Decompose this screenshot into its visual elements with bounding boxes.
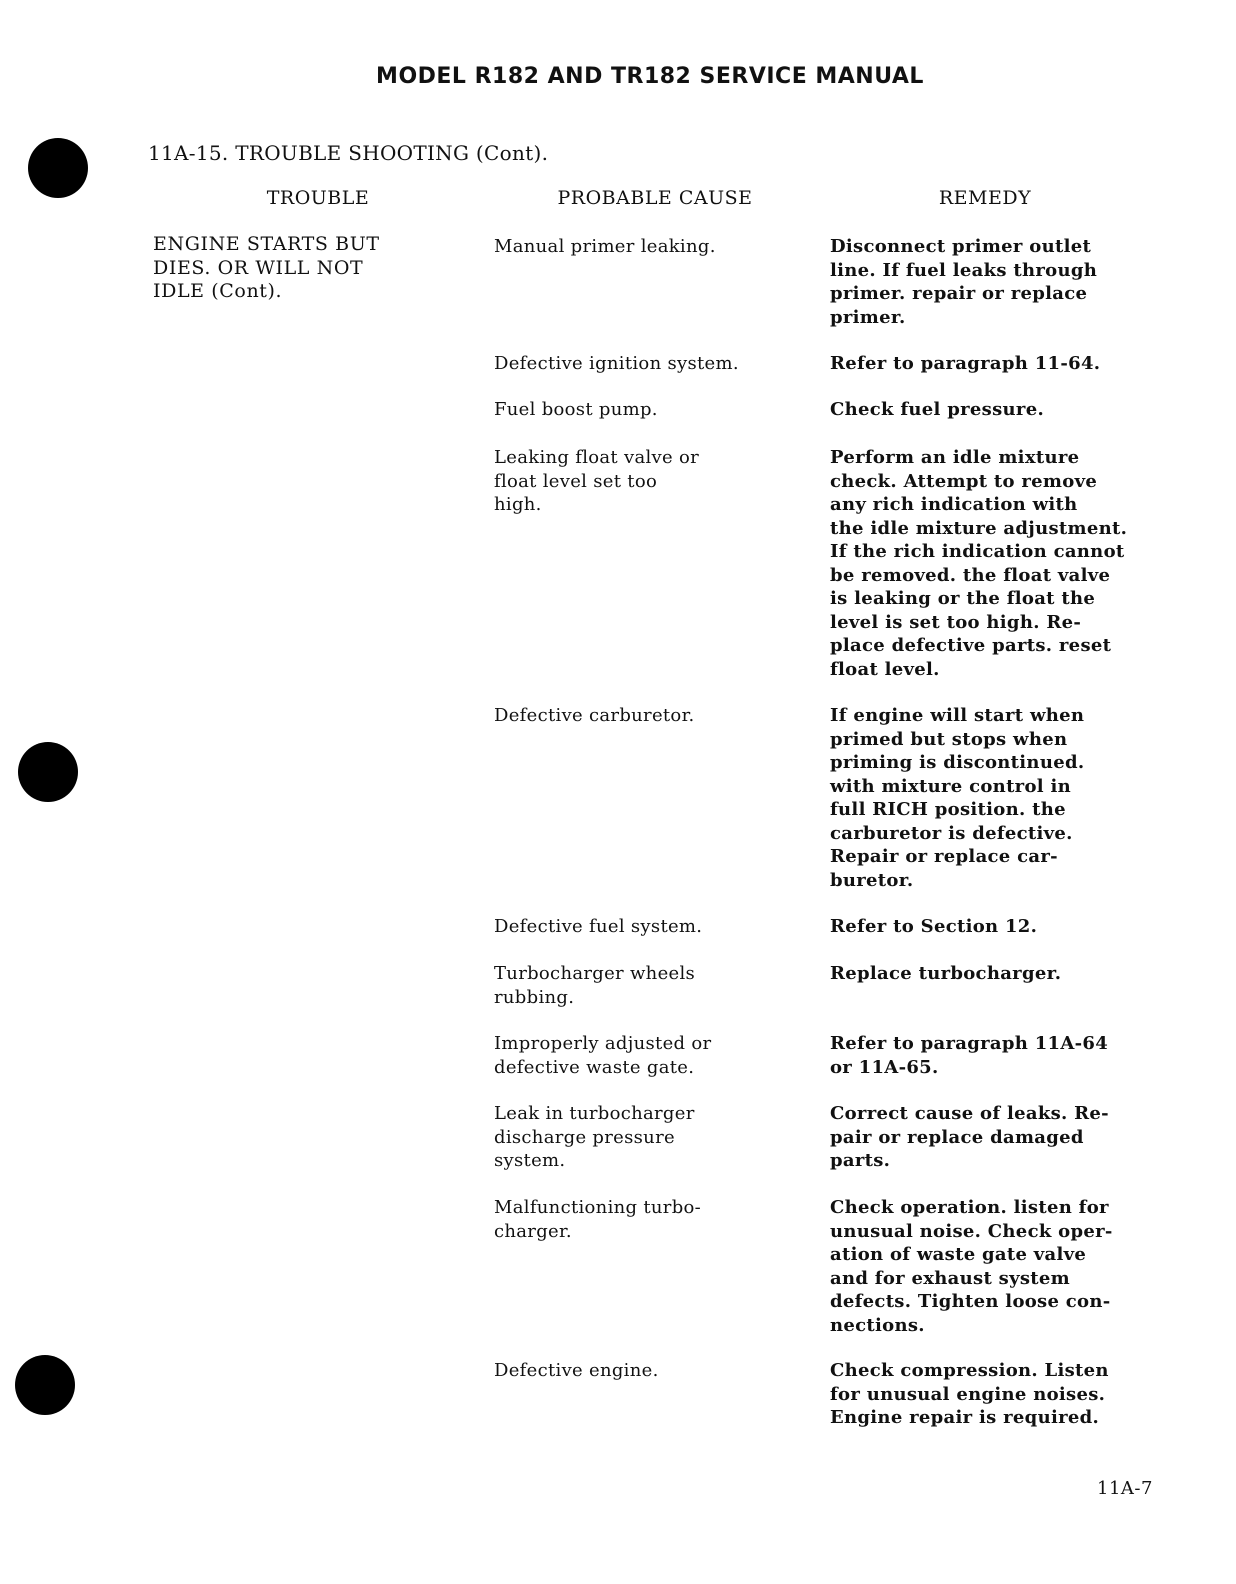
probable-cause-cell: Leaking float valve or float level set too high. bbox=[494, 447, 700, 515]
probable-cause-cell: Improperly adjusted or defective waste gate. bbox=[494, 1033, 712, 1078]
remedy-cell: Refer to Section 12. bbox=[830, 916, 1038, 937]
remedy-cell: Perform an idle mixture check. Attempt to remove any rich indication with the idle mixture adjustment. If the rich indication cannot be removed. the float valve is leaking or the float the level is set too high. Re- place defective parts. reset float level. bbox=[830, 447, 1128, 680]
probable-cause-cell: Defective ignition system. bbox=[494, 353, 739, 374]
column-header-trouble: TROUBLE bbox=[266, 187, 370, 209]
remedy-cell: Correct cause of leaks. Re- pair or replace damaged parts. bbox=[830, 1103, 1109, 1171]
page-title: MODEL R182 AND TR182 SERVICE MANUAL bbox=[376, 64, 924, 89]
remedy-cell: Refer to paragraph 11-64. bbox=[830, 353, 1101, 374]
probable-cause-cell: Fuel boost pump. bbox=[494, 399, 658, 420]
column-header-probable-cause: PROBABLE CAUSE bbox=[557, 187, 753, 209]
trouble-description: ENGINE STARTS BUT DIES. OR WILL NOT IDLE (Cont). bbox=[153, 233, 380, 302]
remedy-cell: Refer to paragraph 11A-64 or 11A-65. bbox=[830, 1033, 1109, 1078]
probable-cause-cell: Defective fuel system. bbox=[494, 916, 703, 937]
remedy-cell: If engine will start when primed but stops when priming is discontinued. with mixture control in full RICH position. the carburetor is defective. Repair or replace car- buretor. bbox=[830, 705, 1085, 891]
remedy-cell: Check compression. Listen for unusual engine noises. Engine repair is required. bbox=[830, 1360, 1109, 1428]
probable-cause-cell: Manual primer leaking. bbox=[494, 236, 716, 257]
section-heading: 11A-15. TROUBLE SHOOTING (Cont). bbox=[148, 141, 549, 165]
remedy-cell: Check operation. listen for unusual noise. Check oper- ation of waste gate valve and for exhaust system defects. Tighten loose con- nections. bbox=[830, 1197, 1113, 1336]
binder-hole bbox=[15, 1355, 75, 1415]
probable-cause-cell: Leak in turbocharger discharge pressure system. bbox=[494, 1103, 695, 1171]
remedy-cell: Replace turbocharger. bbox=[830, 963, 1062, 984]
binder-hole bbox=[28, 138, 88, 198]
remedy-cell: Disconnect primer outlet line. If fuel leaks through primer. repair or replace primer. bbox=[830, 236, 1098, 328]
column-header-remedy: REMEDY bbox=[938, 187, 1032, 209]
probable-cause-cell: Defective carburetor. bbox=[494, 705, 695, 726]
binder-hole bbox=[18, 742, 78, 802]
probable-cause-cell: Turbocharger wheels rubbing. bbox=[494, 963, 696, 1008]
page-number: 11A-7 bbox=[1097, 1478, 1153, 1499]
probable-cause-cell: Malfunctioning turbo- charger. bbox=[494, 1197, 702, 1242]
probable-cause-cell: Defective engine. bbox=[494, 1360, 659, 1381]
remedy-cell: Check fuel pressure. bbox=[830, 399, 1045, 420]
